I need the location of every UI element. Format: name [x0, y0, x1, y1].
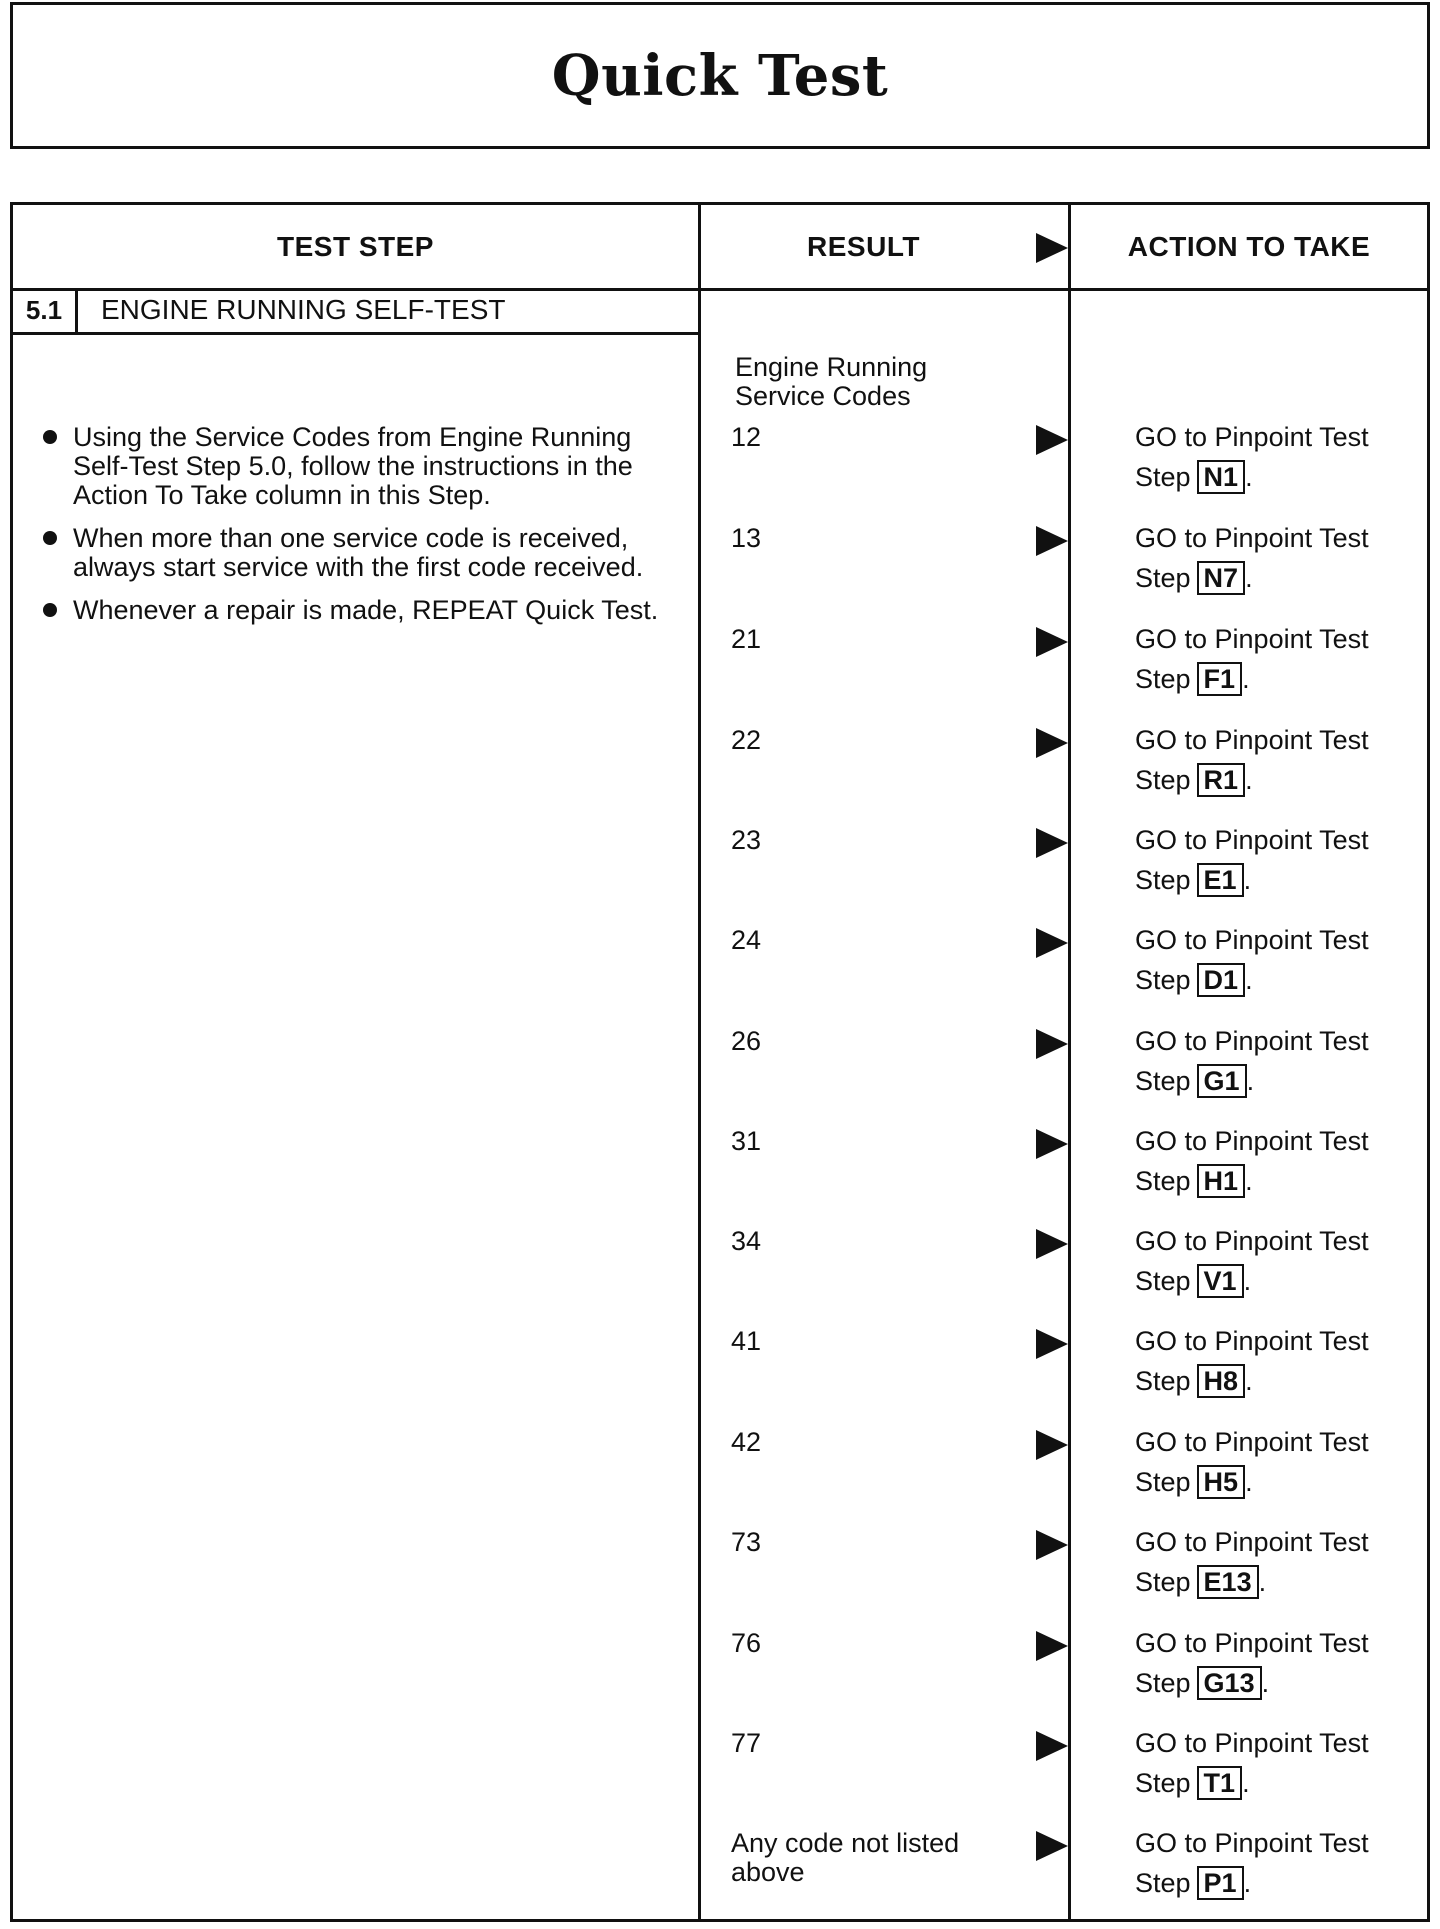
result-row	[13, 1729, 1427, 1829]
arrow-icon	[1036, 1831, 1068, 1861]
header-arrow-icon	[1036, 233, 1068, 263]
action-text: GO to Pinpoint Test Step D1 .	[1135, 925, 1369, 995]
arrow-icon	[1036, 526, 1068, 556]
action-text: GO to Pinpoint Test Step T1 .	[1135, 1728, 1369, 1798]
result-row	[13, 1428, 1427, 1528]
service-code: 76	[731, 1628, 762, 1658]
pinpoint-step-box: G1	[1197, 1064, 1247, 1098]
title-box	[10, 2, 1430, 149]
header-result: RESULT	[807, 230, 920, 262]
arrow-icon	[1036, 1731, 1068, 1761]
step-title-divider	[13, 332, 698, 335]
result-heading: Engine Running Service Codes	[735, 352, 928, 411]
service-code: 42	[731, 1427, 762, 1457]
arrow-icon	[1036, 1029, 1068, 1059]
arrow-icon	[1036, 1329, 1068, 1359]
action-text: GO to Pinpoint Test Step R1 .	[1135, 725, 1369, 795]
pinpoint-step-box: H8	[1197, 1364, 1246, 1398]
action-text: GO to Pinpoint Test Step N1 .	[1135, 422, 1369, 492]
arrow-icon	[1036, 627, 1068, 657]
result-row	[13, 524, 1427, 624]
pinpoint-step-box: T1	[1197, 1766, 1243, 1800]
arrow-icon	[1036, 728, 1068, 758]
arrow-icon	[1036, 1229, 1068, 1259]
page-title: Quick Test	[551, 42, 889, 109]
service-code: 21	[731, 624, 762, 654]
service-code: 77	[731, 1728, 762, 1758]
service-code: 24	[731, 925, 762, 955]
service-code: 12	[731, 422, 762, 452]
action-text: GO to Pinpoint Test Step H5 .	[1135, 1427, 1369, 1497]
quick-test-table	[10, 202, 1430, 1922]
pinpoint-step-box: F1	[1197, 662, 1243, 696]
service-code: 73	[731, 1527, 762, 1557]
pinpoint-step-box: E1	[1197, 863, 1244, 897]
result-row	[13, 926, 1427, 1026]
action-text: GO to Pinpoint Test Step N7 .	[1135, 523, 1369, 593]
pinpoint-step-box: E13	[1197, 1565, 1259, 1599]
service-code: 26	[731, 1026, 762, 1056]
instruction-item: Whenever a repair is made, REPEAT Quick Test.	[41, 596, 681, 625]
result-row	[13, 1327, 1427, 1427]
result-row	[13, 1227, 1427, 1327]
result-row	[13, 1027, 1427, 1127]
header-action: ACTION TO TAKE	[1127, 230, 1371, 262]
service-code: Any code not listed above	[731, 1828, 960, 1887]
service-code: 22	[731, 725, 762, 755]
result-row	[13, 625, 1427, 725]
action-text: GO to Pinpoint Test Step G1 .	[1135, 1026, 1369, 1096]
service-code: 23	[731, 825, 762, 855]
header-test-step: TEST STEP	[277, 230, 434, 262]
result-row	[13, 1127, 1427, 1227]
action-text: GO to Pinpoint Test Step E1 .	[1135, 825, 1369, 895]
result-row	[13, 726, 1427, 826]
pinpoint-step-box: G13	[1197, 1666, 1262, 1700]
step-number-divider	[75, 288, 78, 332]
pinpoint-step-box: N1	[1197, 460, 1246, 494]
action-text: GO to Pinpoint Test Step V1 .	[1135, 1226, 1369, 1296]
result-row	[13, 1528, 1427, 1628]
step-number: 5.1	[25, 294, 63, 325]
result-row	[13, 1829, 1427, 1929]
instruction-item: When more than one service code is received, always start service with the first code received.	[41, 524, 681, 582]
arrow-icon	[1036, 1631, 1068, 1661]
action-text: GO to Pinpoint Test Step E13 .	[1135, 1527, 1369, 1597]
pinpoint-step-box: P1	[1197, 1866, 1244, 1900]
service-code: 34	[731, 1226, 762, 1256]
pinpoint-step-box: H5	[1197, 1465, 1246, 1499]
arrow-icon	[1036, 1430, 1068, 1460]
step-title: ENGINE RUNNING SELF-TEST	[101, 294, 506, 325]
action-text: GO to Pinpoint Test Step H1 .	[1135, 1126, 1369, 1196]
action-text: GO to Pinpoint Test Step H8 .	[1135, 1326, 1369, 1396]
result-row	[13, 826, 1427, 926]
action-text: GO to Pinpoint Test Step G13 .	[1135, 1628, 1369, 1698]
service-code: 13	[731, 523, 762, 553]
arrow-icon	[1036, 1129, 1068, 1159]
pinpoint-step-box: R1	[1197, 763, 1246, 797]
arrow-icon	[1036, 828, 1068, 858]
pinpoint-step-box: N7	[1197, 561, 1246, 595]
pinpoint-step-box: H1	[1197, 1164, 1246, 1198]
service-code: 31	[731, 1126, 762, 1156]
arrow-icon	[1036, 425, 1068, 455]
result-row	[13, 1629, 1427, 1729]
service-code: 41	[731, 1326, 762, 1356]
action-text: GO to Pinpoint Test Step P1 .	[1135, 1828, 1369, 1898]
pinpoint-step-box: V1	[1197, 1264, 1244, 1298]
result-row	[13, 423, 1427, 523]
action-text: GO to Pinpoint Test Step F1 .	[1135, 624, 1369, 694]
arrow-icon	[1036, 928, 1068, 958]
pinpoint-step-box: D1	[1197, 963, 1246, 997]
instruction-item: Using the Service Codes from Engine Running Self-Test Step 5.0, follow the instructions in the Action To Take column in this Step.	[41, 423, 681, 510]
arrow-icon	[1036, 1530, 1068, 1560]
